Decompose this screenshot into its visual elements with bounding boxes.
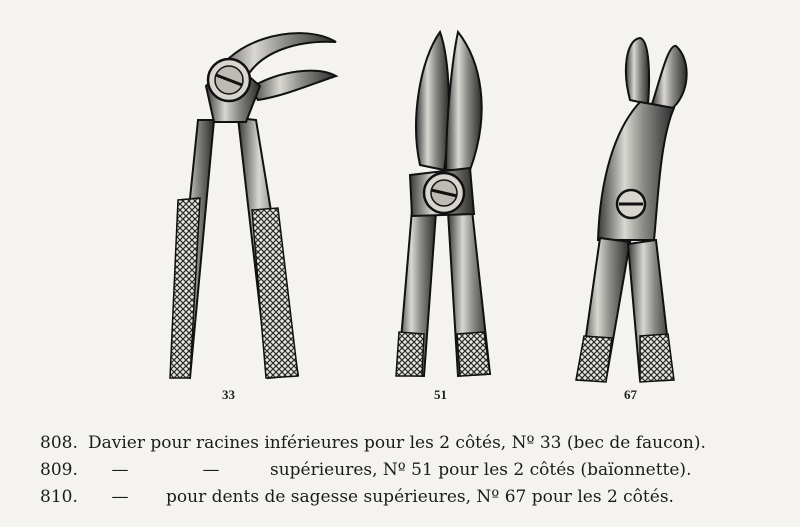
entry-text: pour dents de sagesse supérieures, Nº 67 pour les 2 côtés.: [166, 487, 674, 507]
entry-text: supérieures, Nº 51 pour les 2 côtés (baïonnette).: [270, 460, 692, 480]
figure-label-67: 67: [624, 387, 637, 402]
forceps-51-icon: [396, 32, 490, 376]
catalogue-entry-810: [40, 484, 790, 511]
catalogue-entry-808: [40, 430, 790, 457]
ditto-mark: —: [111, 487, 129, 507]
ditto-mark: —: [111, 460, 129, 480]
entry-number: 810.: [40, 487, 78, 507]
entry-number: 808.: [40, 433, 78, 453]
figure-label-33: 33: [222, 387, 235, 402]
forceps-67-icon: [576, 38, 687, 382]
forceps-33-icon: [170, 33, 336, 378]
entry-text: Davier pour racines inférieures pour les 2 côtés, Nº 33 (bec de faucon).: [88, 433, 706, 453]
ditto-mark: —: [202, 460, 220, 480]
entry-number: 809.: [40, 460, 78, 480]
catalogue-entry-809: [40, 457, 790, 484]
figure-label-51: 51: [434, 387, 447, 402]
